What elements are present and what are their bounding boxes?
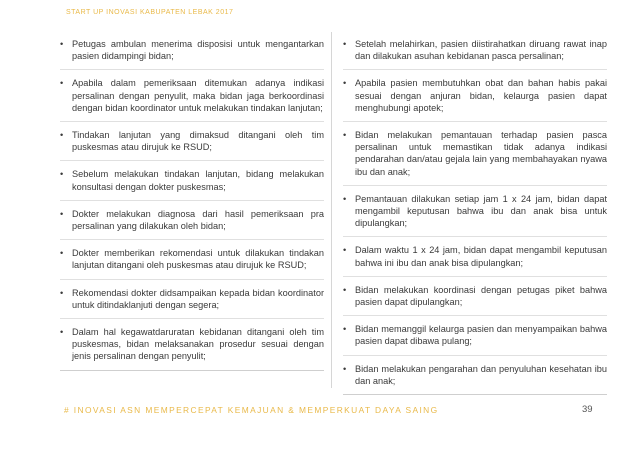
bullet-icon: • — [343, 78, 347, 89]
list-item — [343, 77, 607, 122]
list-item — [343, 244, 607, 276]
bullet-icon: • — [343, 245, 347, 256]
bullet-icon: • — [60, 248, 64, 259]
footer-title: # INOVASI ASN MEMPERCEPAT KEMAJUAN & MEMPERKUAT DAYA SAING — [64, 405, 439, 415]
list-item — [60, 38, 324, 70]
list-item — [60, 326, 324, 371]
item-text: Tindakan lanjutan yang dimaksud ditangani oleh tim puskesmas atau dirujuk ke RSUD; — [72, 130, 324, 153]
item-text: Apabila dalam pemeriksaan ditemukan adanya indikasi persalinan dengan penyulit, maka bidan jaga berkoordinasi dengan bidan koordinator untuk melakukan tindakan lanjutan; — [72, 78, 324, 113]
list-item — [60, 168, 324, 200]
item-text: Bidan melakukan pemantauan terhadap pasien pasca persalinan untuk memastikan tidak adanya indikasi pendarahan dan/atau gejala lain yang membahayakan nyawa ibu dan anak; — [355, 130, 607, 177]
item-text: Bidan memanggil kelaurga pasien dan menyampaikan bahwa pasien dapat dibawa pulang; — [355, 324, 607, 347]
bullet-icon: • — [343, 39, 347, 49]
page-number: 39 — [582, 404, 593, 415]
bullet-icon: • — [343, 324, 347, 335]
list-item — [60, 77, 324, 122]
bullet-icon: • — [343, 193, 347, 204]
bullet-icon: • — [60, 287, 64, 298]
right-column — [343, 38, 607, 402]
item-text: Sebelum melakukan tindakan lanjutan, bidang melakukan konsultasi dengan dokter puskesmas; — [72, 169, 324, 192]
header-title: START UP INOVASI KABUPATEN LEBAK 2017 — [66, 9, 234, 16]
item-text: Bidan melakukan pengarahan dan penyuluhan kesehatan ibu dan anak; — [355, 363, 607, 386]
item-text: Dokter memberikan rekomendasi untuk dilakukan tindakan lanjutan ditangani oleh puskesmas atau dirujuk ke RSUD; — [72, 248, 324, 271]
list-item — [60, 208, 324, 240]
item-text: Bidan melakukan koordinasi dengan petugas piket bahwa pasien dapat dipulangkan; — [355, 284, 607, 308]
item-text: Apabila pasien membutuhkan obat dan bahan habis pakai sesuai dengan anjuran bidan, kelaurga pasien dapat menghubungi apotek; — [355, 78, 607, 113]
item-text: Setelah melahirkan, pasien diistirahatkan diruang rawat inap dan dilakukan asuhan kebidanan pasca persalinan; — [355, 39, 607, 62]
list-item — [343, 193, 607, 238]
item-text: Dalam hal kegawatdaruratan kebidanan ditangani oleh tim puskesmas, bidan melaksanakan prosedur sesuai dengan jenis persalinan dengan penyulit; — [72, 327, 324, 362]
list-item — [343, 284, 607, 316]
bullet-icon: • — [60, 39, 64, 49]
item-text: Rekomendasi dokter didsampaikan kepada bidan koordinator untuk ditindaklanjuti dengan segera; — [72, 287, 324, 310]
list-item — [60, 129, 324, 161]
item-text: Petugas ambulan menerima disposisi untuk mengantarkan pasien didampingi bidan; — [72, 39, 324, 62]
bullet-icon: • — [60, 130, 64, 141]
item-text: Pemantauan dilakukan setiap jam 1 x 24 jam, bidan dapat mengambil keputusan bahwa ibu dan anak bisa untuk dipulangkan; — [355, 193, 607, 229]
bullet-icon: • — [60, 327, 64, 338]
item-text: Dalam waktu 1 x 24 jam, bidan dapat mengambil keputusan bahwa ini ibu dan anak bisa dipulangkan; — [355, 245, 607, 268]
list-item — [343, 38, 607, 70]
list-item — [343, 323, 607, 355]
bullet-icon: • — [343, 284, 347, 295]
list-item — [60, 287, 324, 319]
list-item — [60, 247, 324, 279]
bullet-icon: • — [60, 169, 64, 180]
bullet-icon: • — [343, 363, 347, 374]
item-text: Dokter melakukan diagnosa dari hasil pemeriksaan pra persalinan yang dilakukan oleh bidan; — [72, 208, 324, 232]
bullet-icon: • — [343, 130, 347, 141]
left-column — [60, 38, 324, 378]
list-item — [343, 129, 607, 186]
list-item — [343, 363, 607, 395]
bullet-icon: • — [60, 78, 64, 89]
bullet-icon: • — [60, 208, 64, 219]
